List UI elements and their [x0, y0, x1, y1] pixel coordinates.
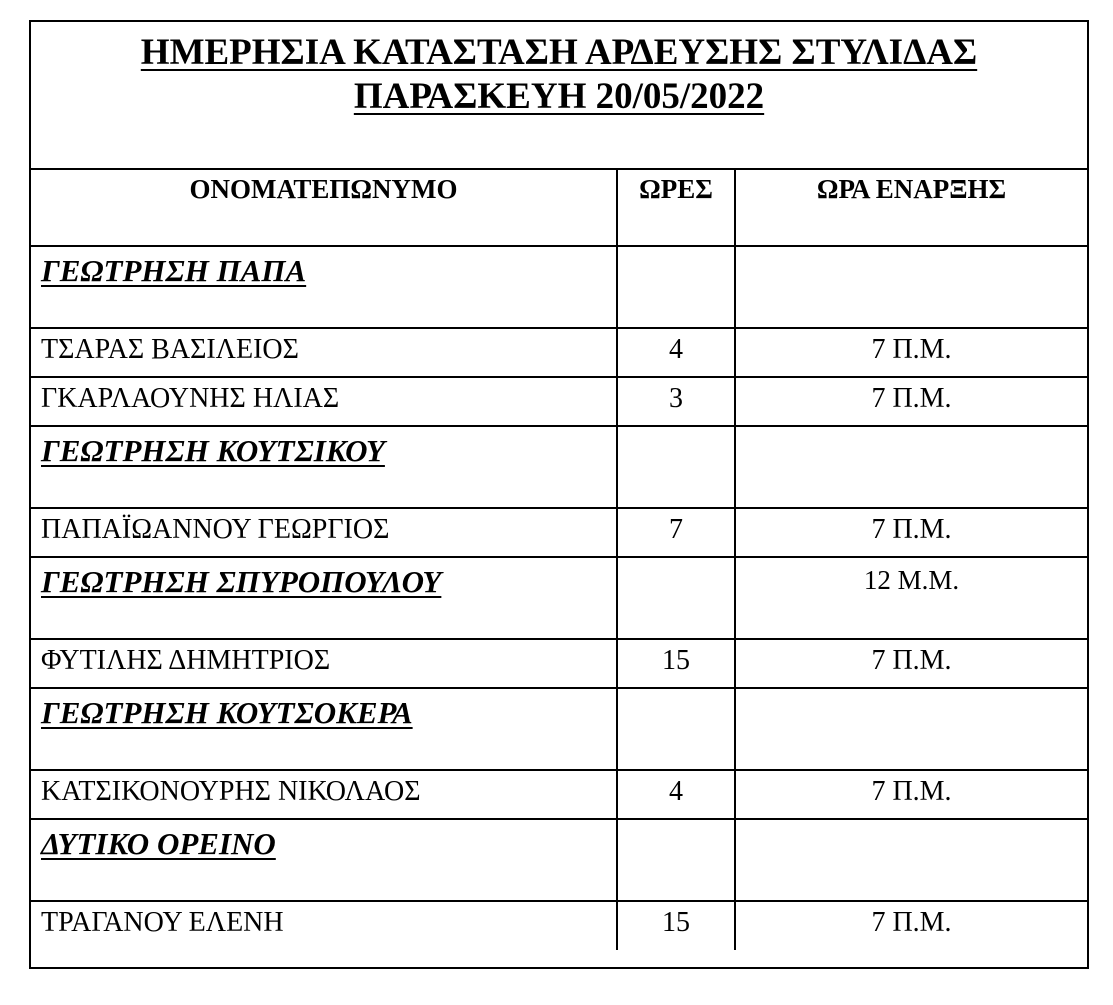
table-row	[31, 770, 1087, 819]
table-row	[31, 508, 1087, 557]
person-hours: 4	[617, 328, 735, 377]
table-row	[31, 901, 1087, 950]
header-hours: ΩΡΕΣ	[617, 170, 735, 246]
person-hours: 15	[617, 639, 735, 688]
section-start	[735, 246, 1087, 328]
section-row	[31, 688, 1087, 770]
person-start: 7 Π.Μ.	[735, 328, 1087, 377]
person-start: 7 Π.Μ.	[735, 901, 1087, 950]
section-row	[31, 819, 1087, 901]
report-date: ΠΑΡΑΣΚΕΥΗ 20/05/2022	[353, 76, 765, 117]
report-title-box	[31, 22, 1087, 170]
person-name: ΚΑΤΣΙΚΟΝΟΥΡΗΣ ΝΙΚΟΛΑΟΣ	[31, 770, 617, 819]
person-hours: 7	[617, 508, 735, 557]
person-hours: 4	[617, 770, 735, 819]
section-row	[31, 246, 1087, 328]
person-name: ΠΑΠΑΪΩΑΝΝΟΥ ΓΕΩΡΓΙΟΣ	[31, 508, 617, 557]
table-row	[31, 377, 1087, 426]
irrigation-report	[29, 20, 1089, 969]
section-row	[31, 426, 1087, 508]
section-name: ΓΕΩΤΡΗΣΗ ΚΟΥΤΣΟΚΕΡΑ	[31, 688, 617, 770]
irrigation-table	[31, 170, 1087, 950]
section-start	[735, 819, 1087, 901]
section-hours	[617, 557, 735, 639]
person-name: ΤΡΑΓΑΝΟΥ ΕΛΕΝΗ	[31, 901, 617, 950]
person-start: 7 Π.Μ.	[735, 377, 1087, 426]
section-name: ΓΕΩΤΡΗΣΗ ΚΟΥΤΣΙΚΟΥ	[31, 426, 617, 508]
section-row	[31, 557, 1087, 639]
person-name: ΓΚΑΡΛΑΟΥΝΗΣ ΗΛΙΑΣ	[31, 377, 617, 426]
section-start	[735, 426, 1087, 508]
table-row	[31, 639, 1087, 688]
person-name: ΤΣΑΡΑΣ ΒΑΣΙΛΕΙΟΣ	[31, 328, 617, 377]
table-row	[31, 328, 1087, 377]
person-name: ΦΥΤΙΛΗΣ ΔΗΜΗΤΡΙΟΣ	[31, 639, 617, 688]
section-hours	[617, 426, 735, 508]
person-hours: 15	[617, 901, 735, 950]
section-hours	[617, 819, 735, 901]
header-start-time: ΩΡΑ ΕΝΑΡΞΗΣ	[735, 170, 1087, 246]
section-name: ΓΕΩΤΡΗΣΗ ΣΠΥΡΟΠΟΥΛΟΥ	[31, 557, 617, 639]
person-start: 7 Π.Μ.	[735, 770, 1087, 819]
section-start	[735, 688, 1087, 770]
section-hours	[617, 246, 735, 328]
header-name: ΟΝΟΜΑΤΕΠΩΝΥΜΟ	[31, 170, 617, 246]
section-name: ΔΥΤΙΚΟ ΟΡΕΙΝΟ	[31, 819, 617, 901]
report-title: ΗΜΕΡΗΣΙΑ ΚΑΤΑΣΤΑΣΗ ΑΡΔΕΥΣΗΣ ΣΤΥΛΙΔΑΣ	[140, 32, 978, 73]
section-start: 12 Μ.Μ.	[735, 557, 1087, 639]
person-start: 7 Π.Μ.	[735, 508, 1087, 557]
section-name: ΓΕΩΤΡΗΣΗ ΠΑΠΑ	[31, 246, 617, 328]
table-header-row	[31, 170, 1087, 246]
person-hours: 3	[617, 377, 735, 426]
section-hours	[617, 688, 735, 770]
person-start: 7 Π.Μ.	[735, 639, 1087, 688]
